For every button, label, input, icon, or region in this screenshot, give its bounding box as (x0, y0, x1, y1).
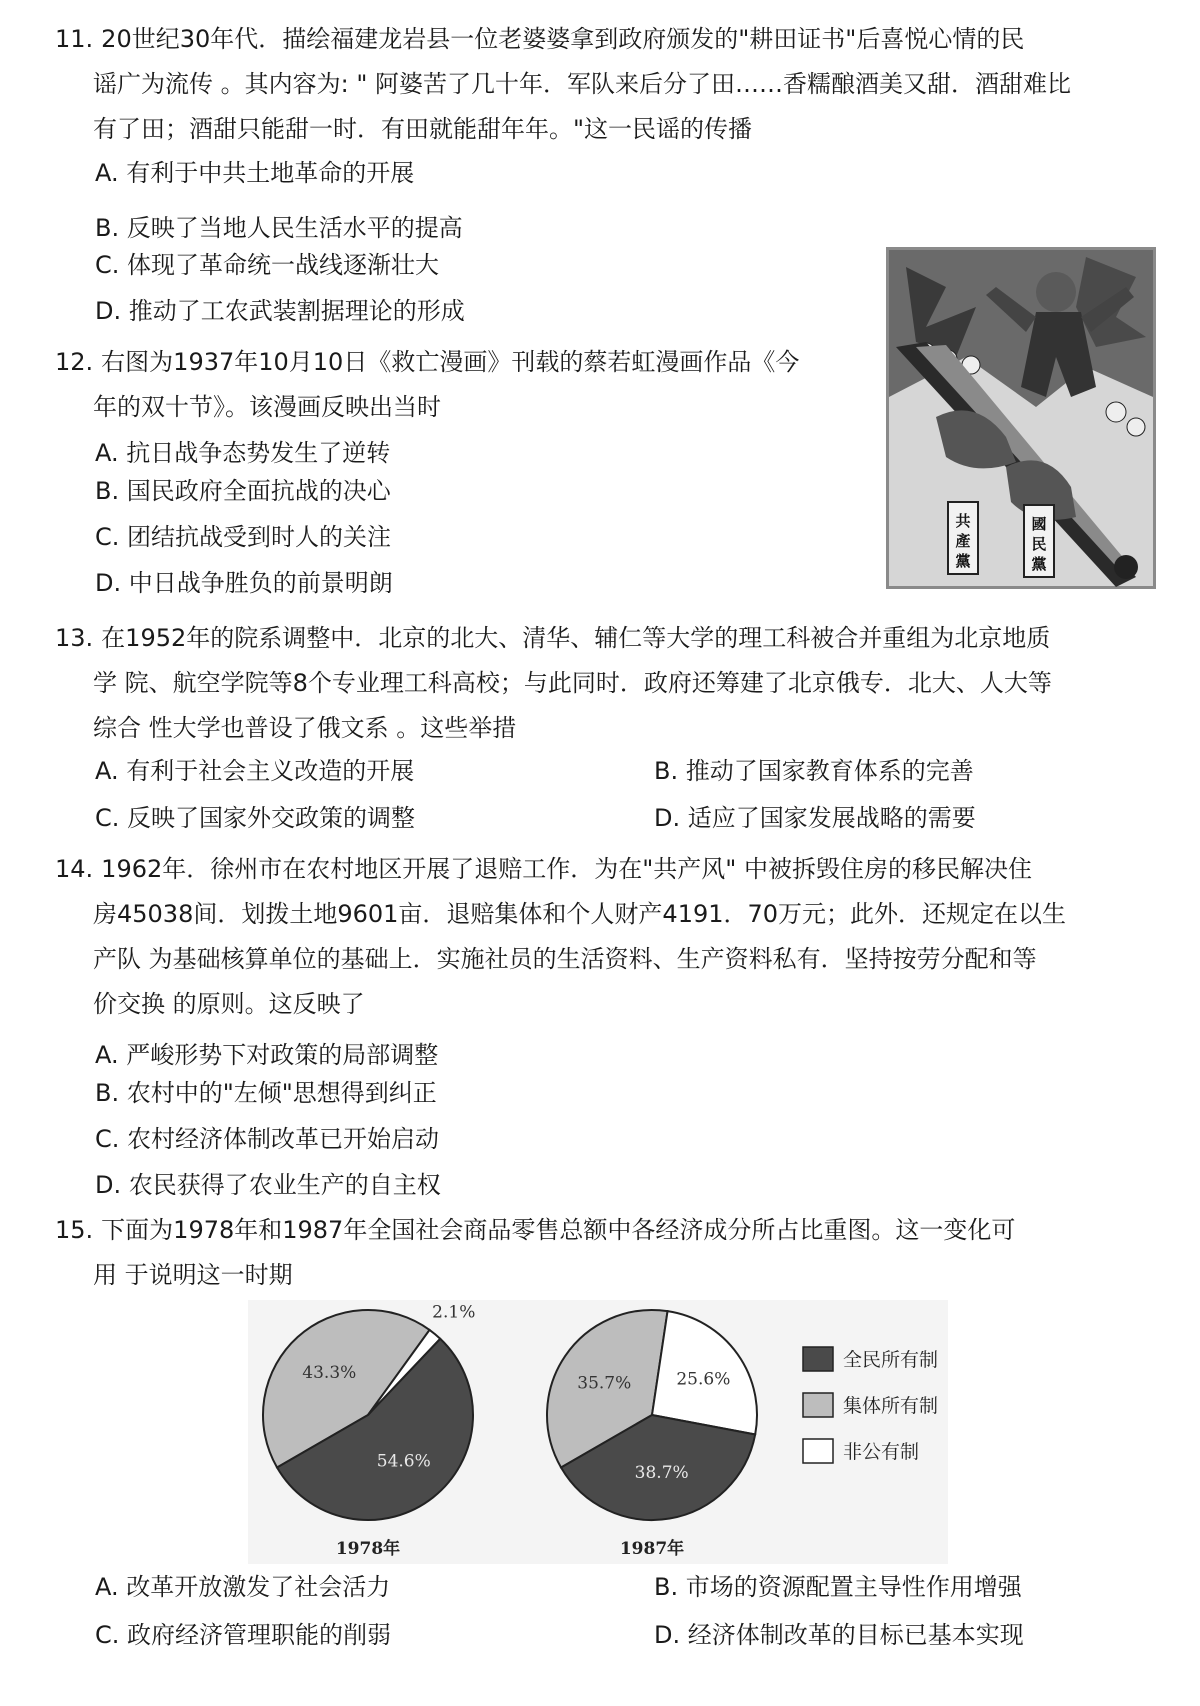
option-15-a[interactable]: A. 改革开放激发了社会活力 (95, 1573, 391, 1601)
question-14-stem (55, 847, 1066, 1027)
legend-label: 全民所有制 (843, 1349, 939, 1371)
option-13-a[interactable]: A. 有利于社会主义改造的开展 (95, 757, 415, 785)
band-char: 黨 (1031, 555, 1047, 573)
stem-line: 年的双十节》。该漫画反映出当时 (93, 393, 441, 421)
option-15-c[interactable]: C. 政府经济管理职能的削弱 (95, 1621, 392, 1649)
stem-line: 用 于说明这一时期 (93, 1261, 293, 1289)
pie-data-label: 54.6% (376, 1451, 431, 1472)
stem-line: 1962年．徐州市在农村地区开展了退赔工作．为在"共产风" 中被拆毁住房的移民解决住 (101, 855, 1032, 883)
band-char: 國 (1031, 515, 1047, 533)
question-number: 11. (55, 25, 94, 53)
option-12-c[interactable]: C. 团结抗战受到时人的关注 (95, 523, 392, 551)
stem-line: 产队 为基础核算单位的基础上．实施社员的生活资料、生产资料私有．坚持按劳分配和等 (93, 945, 1037, 973)
stem-line: 谣广为流传 。其内容为: " 阿婆苦了几十年．军队来后分了田……香糯酿酒美又甜．酒甜难比 (93, 70, 1072, 98)
option-13-c[interactable]: C. 反映了国家外交政策的调整 (95, 804, 416, 832)
band-char: 民 (1031, 535, 1047, 553)
pie-data-label: 25.6% (676, 1369, 731, 1390)
pie-title: 1978年 (335, 1539, 401, 1559)
band-char: 產 (955, 532, 971, 550)
option-12-b[interactable]: B. 国民政府全面抗战的决心 (95, 477, 391, 505)
stem-line: 右图为1937年10月10日《救亡漫画》刊载的蔡若虹漫画作品《今 (101, 348, 800, 376)
question-11-stem (55, 17, 1071, 152)
option-15-b[interactable]: B. 市场的资源配置主导性作用增强 (654, 1573, 1022, 1601)
question-number: 14. (55, 855, 94, 883)
option-11-c[interactable]: C. 体现了革命统一战线逐渐壮大 (95, 251, 440, 279)
option-12-d[interactable]: D. 中日战争胜负的前景明朗 (95, 569, 393, 597)
pie-data-label: 38.7% (634, 1462, 689, 1483)
option-13-b[interactable]: B. 推动了国家教育体系的完善 (654, 757, 974, 785)
band-char: 共 (955, 512, 971, 530)
stem-line: 在1952年的院系调整中．北京的北大、清华、辅仁等大学的理工科被合并重组为北京地质 (101, 624, 1051, 652)
option-13-d[interactable]: D. 适应了国家发展战略的需要 (654, 804, 976, 832)
legend-swatch-private (803, 1439, 833, 1463)
question-13-stem (55, 616, 1052, 751)
legend (803, 1347, 938, 1463)
question-number: 15. (55, 1216, 94, 1244)
option-11-b[interactable]: B. 反映了当地人民生活水平的提高 (95, 214, 463, 242)
cartoon-image (886, 247, 1156, 589)
legend-label: 非公有制 (843, 1441, 920, 1463)
stem-line: 学 院、航空学院等8个专业理工科高校；与此同时．政府还筹建了北京俄专．北大、人大等 (93, 669, 1052, 697)
band-char: 黨 (955, 552, 971, 570)
stem-line: 房45038间．划拨土地9601亩．退赔集体和个人财产4191．70万元；此外．还规定在以生 (93, 900, 1067, 928)
pie-charts-figure (248, 1300, 948, 1564)
legend-swatch-state (803, 1347, 833, 1371)
stem-line: 综合 性大学也普设了俄文系 。这些举措 (93, 714, 517, 742)
pie-data-label: 2.1% (432, 1302, 476, 1323)
pie-data-label: 35.7% (577, 1373, 632, 1394)
pie-title: 1987年 (619, 1539, 685, 1559)
option-15-d[interactable]: D. 经济体制改革的目标已基本实现 (654, 1621, 1024, 1649)
stem-line: 价交换 的原则。这反映了 (93, 990, 365, 1018)
option-11-a[interactable]: A. 有利于中共土地革命的开展 (95, 159, 415, 187)
pie-data-label: 43.3% (302, 1363, 357, 1384)
option-14-d[interactable]: D. 农民获得了农业生产的自主权 (95, 1171, 441, 1199)
option-12-a[interactable]: A. 抗日战争态势发生了逆转 (95, 439, 391, 467)
stem-line: 20世纪30年代．描绘福建龙岩县一位老婆婆拿到政府颁发的"耕田证书"后喜悦心情的民 (101, 25, 1025, 53)
question-number: 13. (55, 624, 94, 652)
question-number: 12. (55, 348, 94, 376)
question-15-stem (55, 1208, 1015, 1298)
legend-label: 集体所有制 (843, 1395, 939, 1417)
option-14-c[interactable]: C. 农村经济体制改革已开始启动 (95, 1125, 440, 1153)
stem-line: 下面为1978年和1987年全国社会商品零售总额中各经济成分所占比重图。这一变化可 (101, 1216, 1016, 1244)
question-12-stem (55, 340, 799, 430)
legend-swatch-collective (803, 1393, 833, 1417)
option-11-d[interactable]: D. 推动了工农武装割据理论的形成 (95, 297, 465, 325)
stem-line: 有了田；酒甜只能甜一时．有田就能甜年年。"这一民谣的传播 (93, 115, 753, 143)
option-14-a[interactable]: A. 严峻形势下对政策的局部调整 (95, 1041, 439, 1069)
option-14-b[interactable]: B. 农村中的"左倾"思想得到纠正 (95, 1079, 437, 1107)
